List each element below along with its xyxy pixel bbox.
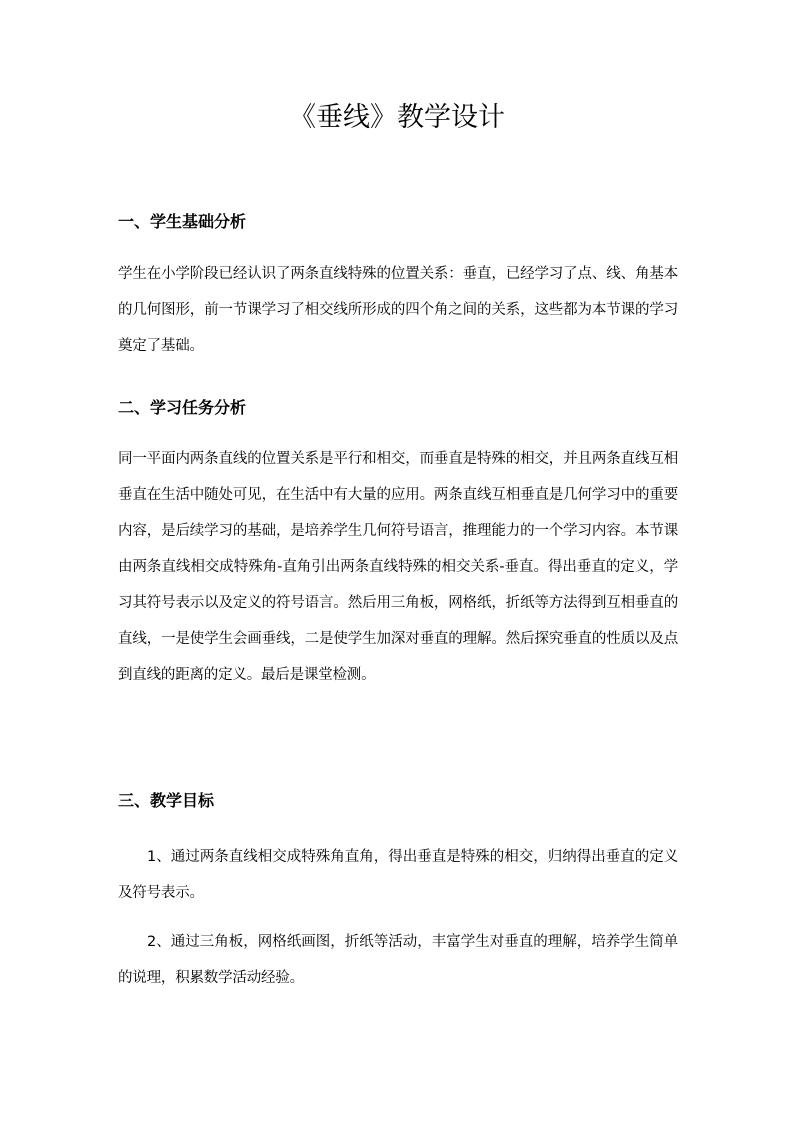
section-heading-teaching-goals: 三、教学目标 [118,791,215,810]
section-paragraph-student-analysis: 学生在小学阶段已经认识了两条直线特殊的位置关系：垂直，已经学习了点、线、角基本的几何图形，前一节课学习了相交线所形成的四个角之间的关系，这些都为本节课的学习奠定了基础。 [118,266,678,354]
document-title: 《垂线》教学设计 [289,102,505,133]
section-heading-task-analysis: 二、学习任务分析 [118,398,247,417]
teaching-goal-item: 2、通过三角板，网格纸画图，折纸等活动，丰富学生对垂直的理解，培养学生简单的说理，积累数学活动经验。 [118,934,678,986]
section-paragraph-task-analysis: 同一平面内两条直线的位置关系是平行和相交，而垂直是特殊的相交，并且两条直线互相垂直在生活中随处可见，在生活中有大量的应用。两条直线互相垂直是几何学习中的重要内容，是后续学习的基础，是培养学生几何符号语言，推理能力的一个学习内容。本节课由两条直线相交成特殊角-直角引出两条直线特殊的相交关系-垂直。得出垂直的定义，学习其符号表示以及定义的符号语言。然后用三角板，网格纸，折纸等方法得到互相垂直的直线，一是使学生会画垂线，二是使学生加深对垂直的理解。然后探究垂直的性质以及点到直线的距离的定义。最后是课堂检测。 [118,451,678,683]
section-heading-student-analysis: 一、学生基础分析 [118,212,247,231]
teaching-goal-item: 1、通过两条直线相交成特殊角直角，得出垂直是特殊的相交，归纳得出垂直的定义及符号表示。 [118,849,678,901]
